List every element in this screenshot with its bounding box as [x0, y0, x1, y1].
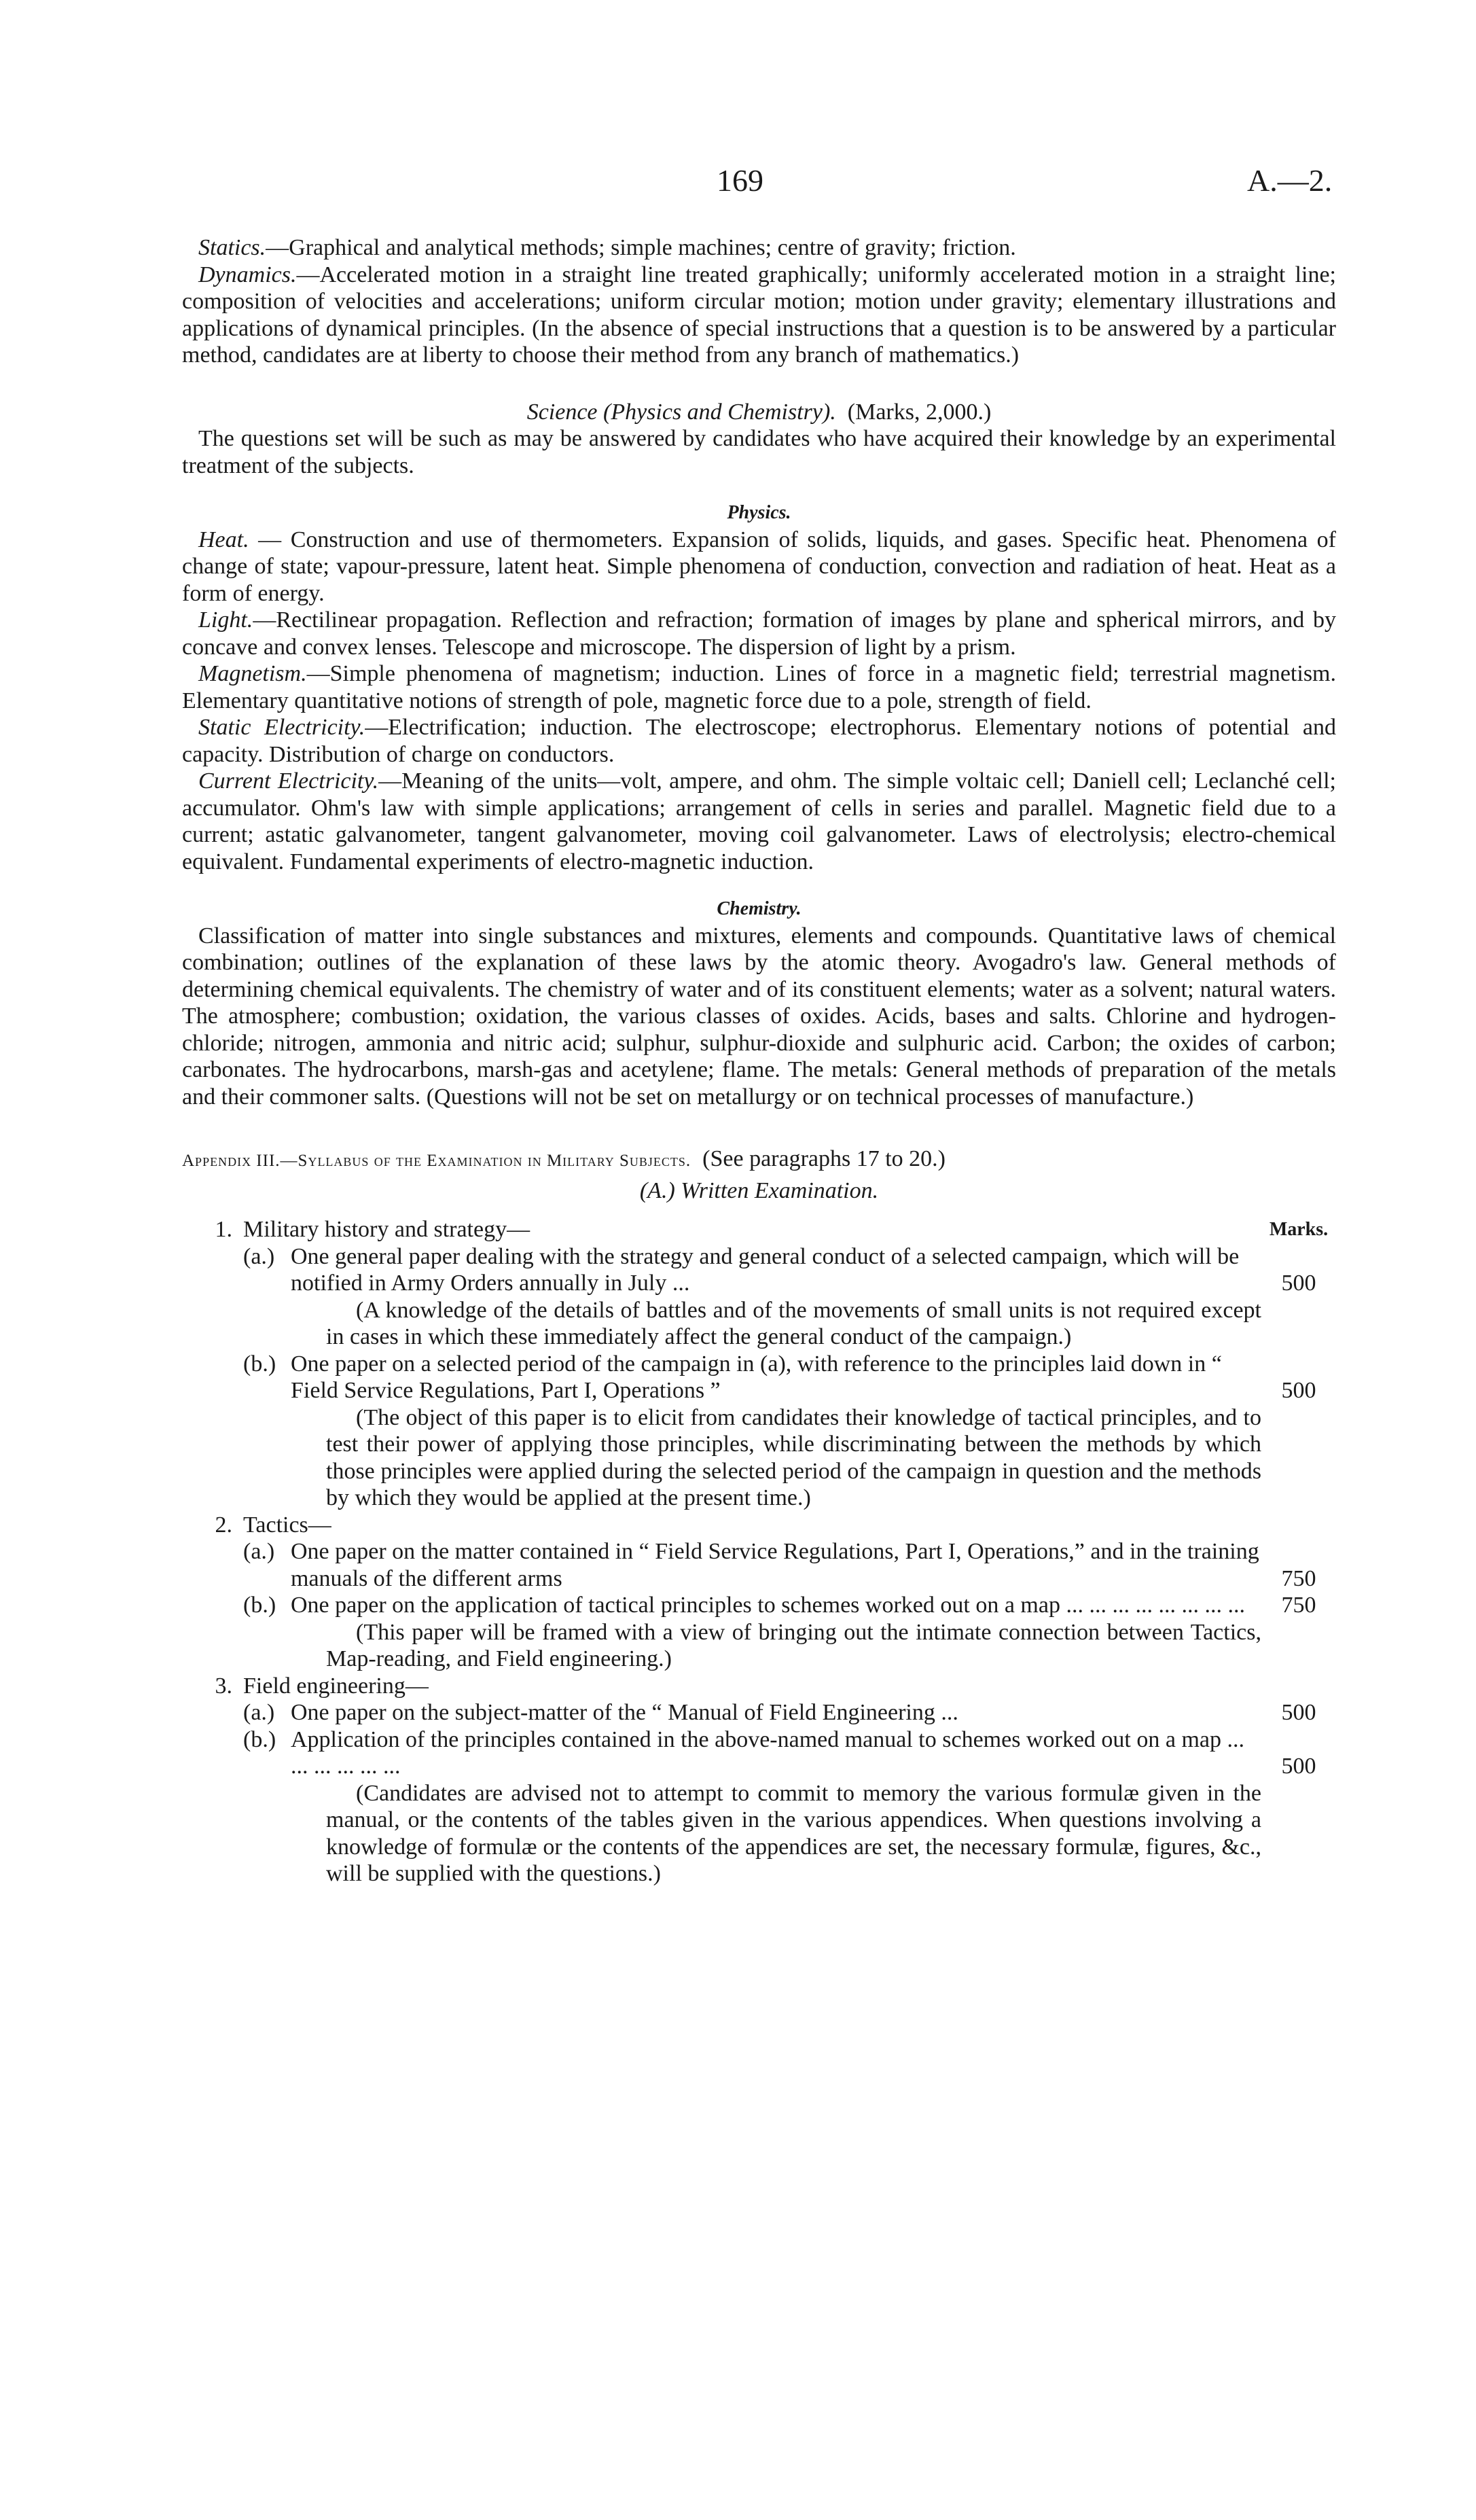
- sub-marks: 500: [1281, 1754, 1316, 1779]
- sub-letter: (a.): [243, 1243, 275, 1269]
- sub-text: One paper on the application of tactical principles to schemes worked out on a map ... ... ... ... ... ... ... ...: [291, 1593, 1245, 1618]
- sub-text: Application of the principles contained in the above-named manual to schemes worked out on a map ... ... ... ... ... ...: [291, 1726, 1244, 1779]
- sub-letter: (b.): [243, 1593, 276, 1618]
- appendix-reference: (See paragraphs 17 to 20.): [702, 1146, 946, 1171]
- item-number: 1.: [215, 1217, 232, 1242]
- science-marks: (Marks, 2,000.): [847, 399, 992, 425]
- physics-heading: Physics.: [727, 502, 791, 523]
- sub-letter: (b.): [243, 1351, 276, 1377]
- physics-topic-text: — Construction and use of thermometers. Expansion of solids, liquids, and gases. Specific heat. Phenomena of change of state; vapour-pressure, latent heat. Simple phenomena of conduction, convection and radiation of heat. Heat as a form of energy.: [182, 527, 1336, 606]
- sub-item: [182, 1726, 1336, 1780]
- page-number: 169: [717, 163, 763, 198]
- page-body: [182, 234, 1336, 1887]
- chemistry-text: Classification of matter into single substances and mixtures, elements and compounds. Quantitative laws of chemical combination; outlines of the explanation of these laws by the atomic theory. Avogadro's law. General methods of determining chemical equivalents. The chemistry of water and of its constituent elements; water as a solvent; natural waters. The atmosphere; combustion; oxidation, the various classes of oxides. Acids, bases and salts. Chlorine and hydrogen-chloride; nitrogen, ammonia and nitric acid; sulphur, sulphur-dioxide and sulphuric acid. Carbon; the oxides of carbon; carbonates. The hydrocarbons, marsh-gas and acetylene; flame. The metals: General methods of preparation of the metals and their commoner salts. (Questions will not be set on metallurgy or on technical processes of manufacture.): [182, 923, 1336, 1110]
- page-header: [0, 163, 1476, 208]
- physics-topic-title: Current Electricity.: [198, 768, 379, 794]
- physics-topic-text: —Meaning of the units—volt, ampere, and ohm. The simple voltaic cell; Daniell cell; Leclanché cell; accumulator. Ohm's law with simple applications; arrangement of cells in series and parallel. Magnetic field due to a current; astatic galvanometer, tangent galvanometer, moving coil galvanometer. Laws of electrolysis; electro-chemical equivalent. Fundamental experiments of electro-magnetic induction.: [182, 768, 1336, 874]
- sub-item: [182, 1243, 1336, 1297]
- statics-paragraph: [182, 234, 1336, 262]
- physics-topic-title: Heat.: [198, 527, 249, 552]
- paper-reference: A.—2.: [1247, 163, 1333, 198]
- sub-note: (The object of this paper is to elicit from candidates their knowledge of tactical principles, and to test their power of applying those principles, while discriminating between the methods by which those principles were applied during the selected period of the campaign in question and the methods by which they would be applied at the present time.): [326, 1404, 1261, 1510]
- sub-marks: 500: [1281, 1378, 1316, 1403]
- sub-note: (This paper will be framed with a view of bringing out the intimate connection between Tactics, Map-reading, and Field engineering.): [326, 1619, 1261, 1671]
- physics-current-electricity: [182, 768, 1336, 875]
- syllabus-item: [182, 1216, 1336, 1512]
- dynamics-title: Dynamics.: [198, 262, 297, 287]
- sub-item: [182, 1351, 1336, 1404]
- sub-marks: 750: [1281, 1593, 1316, 1618]
- sub-letter: (a.): [243, 1539, 275, 1564]
- physics-topic-title: Static Electricity.: [198, 715, 365, 740]
- sub-item: [182, 1592, 1336, 1619]
- sub-item: [182, 1538, 1336, 1592]
- chemistry-heading: Chemistry.: [717, 898, 802, 919]
- physics-topic-text: —Rectilinear propagation. Reflection and refraction; formation of images by plane and spherical mirrors, and by concave and convex lenses. Telescope and microscope. The dispersion of light by a prism.: [182, 607, 1336, 660]
- sub-marks: 500: [1281, 1700, 1316, 1725]
- syllabus-item: [182, 1673, 1336, 1887]
- physics-topic-text: —Simple phenomena of magnetism; induction. Lines of force in a magnetic field; terrestrial magnetism. Elementary quantitative notions of strength of pole, magnetic force due to a pole, strength of field.: [182, 661, 1336, 713]
- physics-topic-title: Magnetism.: [198, 661, 307, 686]
- item-number: 2.: [215, 1512, 232, 1538]
- dynamics-paragraph: [182, 262, 1336, 369]
- appendix-subtitle: (A.) Written Examination.: [639, 1177, 879, 1203]
- sub-note: (Candidates are advised not to attempt to commit to memory the various formulæ given in the manual, or the contents of the tables given in the various appendices. When questions involving a knowledge of formulæ or the contents of the appendices are set, the necessary formulæ, figures, &c., will be supplied with the questions.): [326, 1780, 1261, 1886]
- sub-note: (A knowledge of the details of battles and of the movements of small units is not required except in cases in which these immediately affect the general conduct of the campaign.): [326, 1297, 1261, 1349]
- appendix-title: Appendix III.—Syllabus of the Examination in Military Subjects.: [182, 1152, 691, 1170]
- physics-light: [182, 607, 1336, 660]
- science-intro: The questions set will be such as may be answered by candidates who have acquired their knowledge by an experimental treatment of the subjects.: [182, 426, 1336, 478]
- sub-text: One general paper dealing with the strategy and general conduct of a selected campaign, which will be notified in Army Orders annually in July ...: [291, 1243, 1240, 1296]
- item-title: Tactics—: [243, 1512, 331, 1538]
- dynamics-text: —Accelerated motion in a straight line treated graphically; uniformly accelerated motion in a straight line; composition of velocities and accelerations; uniform circular motion; motion under gravity; elementary illustrations and applications of dynamical principles. (In the absence of special instructions that a question is to be answered by a particular method, candidates are at liberty to choose their method from any branch of mathematics.): [182, 262, 1336, 368]
- statics-title: Statics.: [198, 235, 266, 260]
- sub-text: One paper on a selected period of the campaign in (a), with reference to the principles laid down in “ Field Service Regulations, Part I, Operations ”: [291, 1351, 1222, 1403]
- statics-text: —Graphical and analytical methods; simple machines; centre of gravity; friction.: [266, 235, 1016, 260]
- sub-marks: 500: [1281, 1271, 1316, 1296]
- sub-marks: 750: [1281, 1565, 1316, 1591]
- physics-static-electricity: [182, 714, 1336, 768]
- physics-topic-text: —Electrification; induction. The electroscope; electrophorus. Elementary notions of potential and capacity. Distribution of charge on conductors.: [182, 715, 1336, 767]
- physics-topic-title: Light.: [198, 607, 253, 633]
- syllabus-item: [182, 1512, 1336, 1673]
- sub-text: One paper on the matter contained in “ Field Service Regulations, Part I, Operations,” and in the training manuals of the different arms: [291, 1539, 1259, 1591]
- appendix-heading: [182, 1146, 1336, 1175]
- physics-heat: [182, 527, 1336, 607]
- science-heading: [182, 399, 1336, 426]
- sub-item: [182, 1699, 1336, 1726]
- item-title: Field engineering—: [243, 1673, 429, 1699]
- physics-magnetism: [182, 660, 1336, 714]
- item-title: Military history and strategy—: [243, 1217, 530, 1242]
- marks-column-label: Marks.: [1269, 1219, 1329, 1240]
- sub-text: One paper on the subject-matter of the “ Manual of Field Engineering ...: [291, 1700, 958, 1725]
- science-title: Science (Physics and Chemistry).: [526, 399, 836, 425]
- item-number: 3.: [215, 1673, 232, 1699]
- sub-letter: (b.): [243, 1726, 276, 1752]
- sub-letter: (a.): [243, 1700, 275, 1725]
